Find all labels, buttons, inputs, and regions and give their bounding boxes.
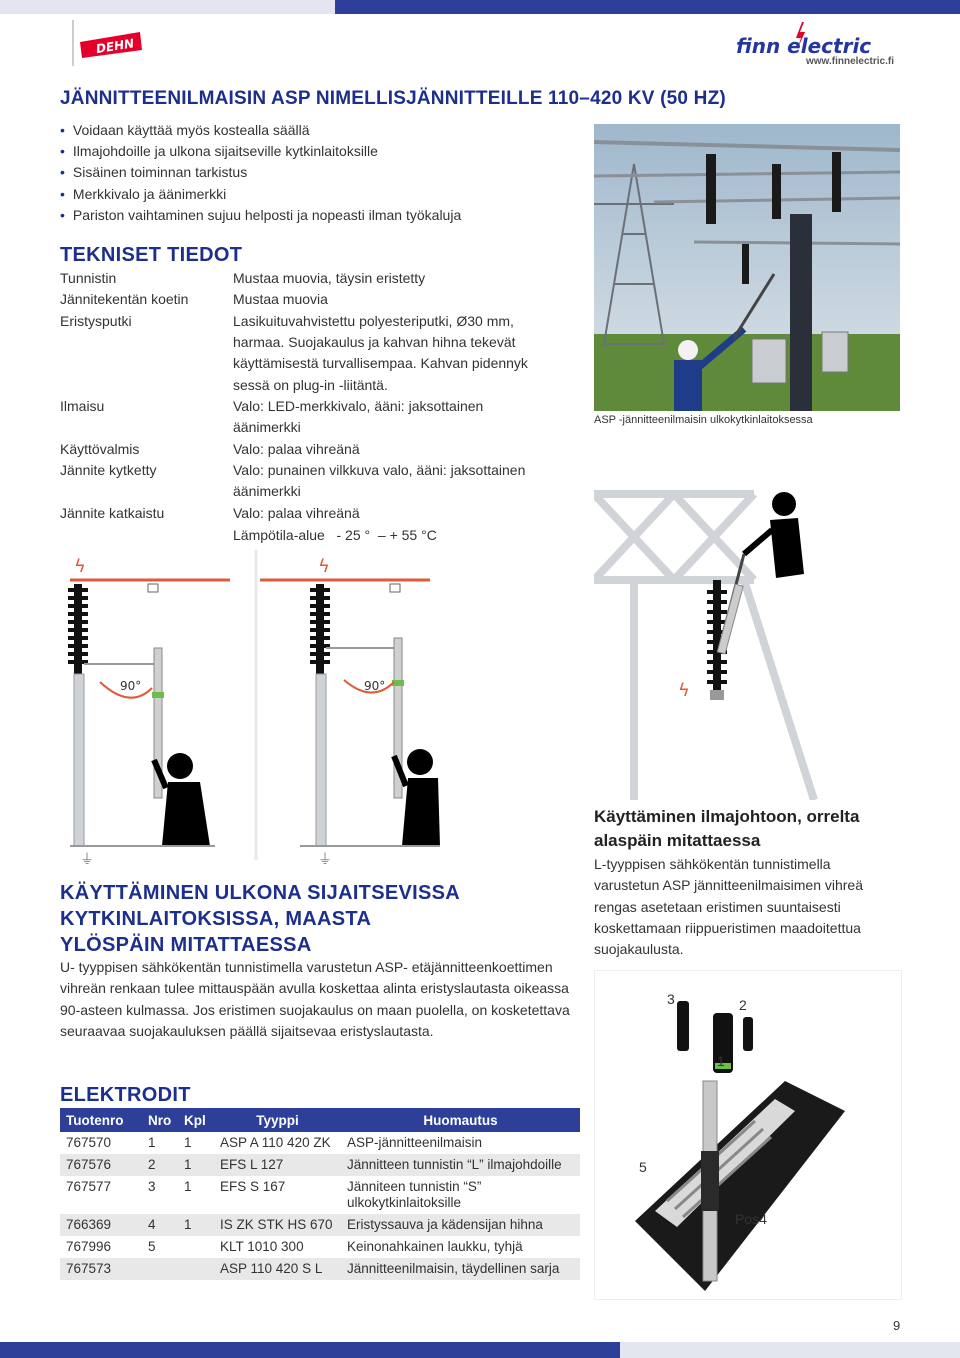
table-header-row <box>60 1108 580 1132</box>
spec-label: Jännitekentän koetin <box>60 291 189 307</box>
overhead-measurement-diagram <box>594 480 900 800</box>
feature-item: • Merkkivalo ja äänimerkki <box>60 184 461 205</box>
feature-item: • Voidaan käyttää myös kostealla säällä <box>60 120 461 141</box>
table-cell: 767996 <box>66 1239 112 1254</box>
page-title: JÄNNITTEENILMAISIN ASP NIMELLISJÄNNITTEILLE 110–420 KV (50 HZ) <box>60 88 726 109</box>
feature-item: • Ilmajohdoille ja ulkona sijaitseville kytkinlaitoksille <box>60 141 461 162</box>
product-kit-image <box>594 970 902 1300</box>
spec-label: Ilmaisu <box>60 398 105 414</box>
spec-value: Mustaa muovia, täysin eristetty <box>233 270 426 286</box>
spec-value: Lasikuituvahvistettu polyesteriputki, Ø30 mm, harmaa. Suojakaulus ja kahvan hihna tekevät käyttämisestä turvallisempaa. Kahvan pidennyk sessä on plug-in -liitäntä. <box>233 313 528 393</box>
table-row <box>60 1258 580 1280</box>
part-label: 1 <box>717 1053 725 1069</box>
feature-item: • Sisäinen toiminnan tarkistus <box>60 162 461 183</box>
table-cell: EFS L 127 <box>214 1154 341 1176</box>
table-cell: 1 <box>184 1179 192 1194</box>
spec-label: Eristysputki <box>60 313 132 329</box>
part-label: 2 <box>739 997 747 1013</box>
spec-value: Valo: punainen vilkkuva valo, ääni: jaksottainen äänimerkki <box>233 462 526 500</box>
table-cell: 3 <box>148 1179 156 1194</box>
table-cell: 767573 <box>60 1258 142 1280</box>
column-header: Nro <box>142 1108 178 1132</box>
column-header: Tuotenro <box>60 1108 142 1132</box>
feature-item: • Pariston vaihtaminen sujuu helposti ja nopeasti ilman työkaluja <box>60 205 461 226</box>
spec-value: Valo: palaa vihreänä <box>233 441 360 457</box>
spec-value: Valo: LED-merkkivalo, ääni: jaksottainen äänimerkki <box>233 398 484 436</box>
spec-label: Käyttövalmis <box>60 441 140 457</box>
table-cell <box>178 1258 214 1280</box>
svg-text:ϟ: ϟ <box>678 680 690 701</box>
svg-text:ϟ: ϟ <box>318 556 330 577</box>
ground-usage-text: U- tyyppisen sähkökentän tunnistimella varustetun ASP- etäjännitteenkoettimen vihreän renkaan tulee mittauspään avulla koskettaa alinta eristyslautasta oikeassa 90-asteen kulmassa. Jos eristimen suojakaulus on maan puolella, on kosketettava seuraavaa suojakauluksen päällä sijaitsevaa eristyslautasta. <box>60 959 570 1039</box>
table-row <box>60 1236 580 1258</box>
overhead-usage-heading: Käyttäminen ilmajohtoon, orrelta alaspäin mitattaessa <box>594 807 860 850</box>
header-bar-blue <box>335 0 960 14</box>
table-cell: 5 <box>148 1239 156 1254</box>
table-cell: 767576 <box>60 1154 142 1176</box>
svg-text:⏚: ⏚ <box>318 851 332 867</box>
svg-text:DEHN: DEHN <box>95 36 136 57</box>
table-cell: ASP 110 420 S L <box>214 1258 341 1280</box>
table-cell: Keinonahkainen laukku, tyhjä <box>347 1239 523 1254</box>
column-header: Huomautus <box>341 1108 580 1132</box>
angle-label: 90° <box>120 679 142 693</box>
tech-heading: TEKNISET TIEDOT <box>60 244 243 266</box>
spec-label: Jännite katkaistu <box>60 505 165 521</box>
temperature-range: Lämpötila-alue - 25 ° – + 55 °C <box>233 527 437 543</box>
dehn-logo <box>70 20 148 66</box>
electrodes-table <box>60 1108 580 1280</box>
column-header: Kpl <box>178 1108 214 1132</box>
column-header: Tyyppi <box>214 1108 341 1132</box>
table-cell: KLT 1010 300 <box>220 1239 304 1254</box>
angle-label: 90° <box>364 679 386 693</box>
table-cell: IS ZK STK HS 670 <box>214 1214 341 1236</box>
table-row <box>60 1132 580 1154</box>
table-cell: ASP-jännitteenilmaisin <box>347 1135 483 1150</box>
footer-bar-light <box>620 1342 960 1358</box>
table-row <box>60 1154 580 1176</box>
finn-logo-text: finn electric <box>736 34 872 58</box>
header-bar-light <box>0 0 335 14</box>
table-cell: 1 <box>178 1154 214 1176</box>
spec-value: Valo: palaa vihreänä <box>233 505 360 521</box>
table-cell: 4 <box>142 1214 178 1236</box>
footer-bar-blue <box>0 1342 620 1358</box>
table-cell: EFS S 167 <box>220 1179 286 1194</box>
table-cell: 766369 <box>60 1214 142 1236</box>
page-number: 9 <box>893 1318 901 1333</box>
table-cell <box>142 1258 178 1280</box>
table-cell: 1 <box>178 1214 214 1236</box>
overhead-usage-text: L-tyyppisen sähkökentän tunnistimella varustetun ASP jännitteenilmaisimen vihreä rengas asetetaan eristimen suuntaisesti koskettamaan riippueristimen maadoitettua suojakaulusta. <box>594 856 864 958</box>
part-label: 5 <box>639 1159 647 1175</box>
finn-electric-logo <box>732 22 902 68</box>
photo-caption: ASP -jännitteenilmaisin ulkokytkinlaitoksessa <box>594 414 813 426</box>
table-cell: ASP A 110 420 ZK <box>220 1135 331 1150</box>
table-cell: Jännitteen tunnistin “L” ilmajohdoille <box>341 1154 580 1176</box>
table-row <box>60 1214 580 1236</box>
table-cell: 1 <box>148 1135 156 1150</box>
ground-usage-heading: KÄYTTÄMINEN ULKONA SIJAITSEVISSA KYTKINLAITOKSISSA, MAASTA YLÖSPÄIN MITATTAESSA <box>60 882 460 956</box>
finn-url: www.finnelectric.fi <box>806 56 894 67</box>
table-cell: Jänniteen tunnistin “S” ulkokytkinlaitoksille <box>347 1179 482 1210</box>
table-cell: 767577 <box>66 1179 112 1194</box>
svg-text:ϟ: ϟ <box>74 556 86 577</box>
table-cell: Jännitteenilmaisin, täydellinen sarja <box>341 1258 580 1280</box>
spec-label: Jännite kytketty <box>60 462 157 478</box>
table-cell: 1 <box>184 1135 192 1150</box>
ground-measurement-diagram <box>60 550 440 870</box>
table-row <box>60 1176 580 1214</box>
table-cell: Eristyssauva ja kädensijan hihna <box>341 1214 580 1236</box>
part-label: Pos4 <box>735 1211 767 1227</box>
table-cell: 767570 <box>66 1135 112 1150</box>
part-label: 3 <box>667 991 675 1007</box>
substation-photo <box>594 124 900 411</box>
spec-value: Mustaa muovia <box>233 291 328 307</box>
feature-list <box>60 120 461 226</box>
svg-text:⏚: ⏚ <box>80 851 94 867</box>
electrodes-heading: ELEKTRODIT <box>60 1084 191 1106</box>
table-cell: 2 <box>142 1154 178 1176</box>
spec-label: Tunnistin <box>60 270 117 286</box>
table-cell <box>178 1236 214 1258</box>
